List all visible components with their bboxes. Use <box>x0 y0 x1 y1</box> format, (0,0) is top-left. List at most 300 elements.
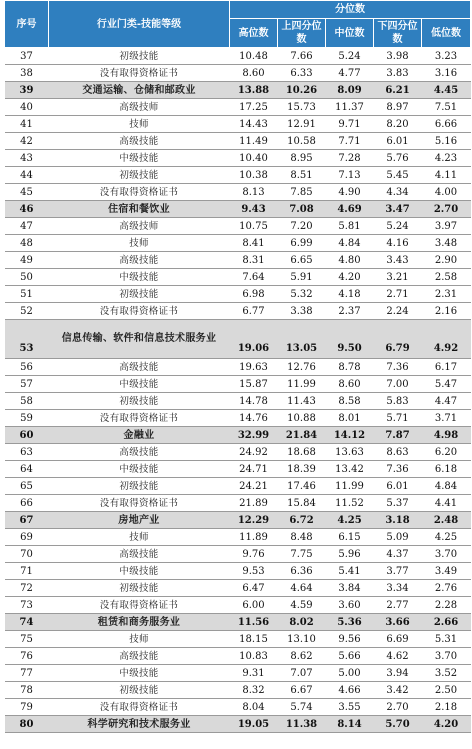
upper-quartile-value: 4.59 <box>278 597 326 614</box>
upper-quartile-value: 13.10 <box>278 631 326 648</box>
skill-level-label: 中级技能 <box>49 269 230 286</box>
median-value: 5.41 <box>326 563 374 580</box>
table-row <box>5 665 471 682</box>
median-value: 14.12 <box>326 427 374 444</box>
industry-label: 租赁和商务服务业 <box>49 614 230 631</box>
median-value: 7.13 <box>326 167 374 184</box>
table-row <box>5 529 471 546</box>
high-value: 6.00 <box>230 597 278 614</box>
upper-quartile-value: 15.73 <box>278 99 326 116</box>
lower-quartile-value: 3.43 <box>374 252 422 269</box>
skill-level-label: 技师 <box>49 529 230 546</box>
table-row <box>5 359 471 376</box>
upper-quartile-value: 8.51 <box>278 167 326 184</box>
skill-level-label: 高级技师 <box>49 99 230 116</box>
median-value: 4.77 <box>326 65 374 82</box>
high-value: 11.89 <box>230 529 278 546</box>
table-row <box>5 303 471 320</box>
low-value: 4.20 <box>422 716 471 733</box>
table-row <box>5 99 471 116</box>
lower-quartile-value: 4.62 <box>374 648 422 665</box>
median-value: 13.42 <box>326 461 374 478</box>
low-value: 4.84 <box>422 478 471 495</box>
skill-level-label: 没有取得资格证书 <box>49 410 230 427</box>
row-number: 46 <box>5 201 49 218</box>
median-value: 5.00 <box>326 665 374 682</box>
row-number: 67 <box>5 512 49 529</box>
lower-quartile-value: 3.42 <box>374 682 422 699</box>
low-value: 7.51 <box>422 99 471 116</box>
median-value: 4.25 <box>326 512 374 529</box>
high-value: 13.88 <box>230 82 278 99</box>
header-median: 中位数 <box>326 19 374 48</box>
row-number: 65 <box>5 478 49 495</box>
low-value: 6.18 <box>422 461 471 478</box>
lower-quartile-value: 4.37 <box>374 546 422 563</box>
high-value: 10.75 <box>230 218 278 235</box>
skill-level-label: 没有取得资格证书 <box>49 495 230 512</box>
upper-quartile-value: 12.76 <box>278 359 326 376</box>
low-value: 3.70 <box>422 648 471 665</box>
high-value: 24.71 <box>230 461 278 478</box>
lower-quartile-value: 2.24 <box>374 303 422 320</box>
lower-quartile-value: 7.36 <box>374 461 422 478</box>
high-value: 9.76 <box>230 546 278 563</box>
high-value: 7.64 <box>230 269 278 286</box>
low-value: 4.47 <box>422 393 471 410</box>
high-value: 32.99 <box>230 427 278 444</box>
median-value: 8.09 <box>326 82 374 99</box>
row-number: 76 <box>5 648 49 665</box>
industry-label: 科学研究和技术服务业 <box>49 716 230 733</box>
lower-quartile-value: 6.21 <box>374 82 422 99</box>
upper-quartile-value: 11.38 <box>278 716 326 733</box>
skill-level-label: 没有取得资格证书 <box>49 65 230 82</box>
row-number: 57 <box>5 376 49 393</box>
row-number: 44 <box>5 167 49 184</box>
industry-label: 房地产业 <box>49 512 230 529</box>
row-number: 69 <box>5 529 49 546</box>
high-value: 6.98 <box>230 286 278 303</box>
low-value: 2.48 <box>422 512 471 529</box>
upper-quartile-value: 3.38 <box>278 303 326 320</box>
row-number: 51 <box>5 286 49 303</box>
lower-quartile-value: 5.24 <box>374 218 422 235</box>
upper-quartile-value: 7.85 <box>278 184 326 201</box>
high-value: 10.38 <box>230 167 278 184</box>
high-value: 19.63 <box>230 359 278 376</box>
upper-quartile-value: 8.02 <box>278 614 326 631</box>
upper-quartile-value: 17.46 <box>278 478 326 495</box>
row-number: 75 <box>5 631 49 648</box>
median-value: 4.84 <box>326 235 374 252</box>
median-value: 11.99 <box>326 478 374 495</box>
upper-quartile-value: 7.66 <box>278 48 326 65</box>
median-value: 6.15 <box>326 529 374 546</box>
median-value: 11.52 <box>326 495 374 512</box>
lower-quartile-value: 8.20 <box>374 116 422 133</box>
median-value: 5.96 <box>326 546 374 563</box>
low-value: 2.76 <box>422 580 471 597</box>
table-row <box>5 269 471 286</box>
lower-quartile-value: 8.97 <box>374 99 422 116</box>
row-number: 71 <box>5 563 49 580</box>
table-row <box>5 184 471 201</box>
row-number: 79 <box>5 699 49 716</box>
median-value: 8.78 <box>326 359 374 376</box>
table-row <box>5 461 471 478</box>
low-value: 2.70 <box>422 201 471 218</box>
upper-quartile-value: 4.64 <box>278 580 326 597</box>
high-value: 19.05 <box>230 716 278 733</box>
high-value: 18.15 <box>230 631 278 648</box>
low-value: 3.52 <box>422 665 471 682</box>
upper-quartile-value: 21.84 <box>278 427 326 444</box>
lower-quartile-value: 3.98 <box>374 48 422 65</box>
skill-level-label: 初级技能 <box>49 478 230 495</box>
low-value: 4.98 <box>422 427 471 444</box>
row-number: 72 <box>5 580 49 597</box>
table-row <box>5 376 471 393</box>
row-number: 45 <box>5 184 49 201</box>
low-value: 3.97 <box>422 218 471 235</box>
median-value: 4.80 <box>326 252 374 269</box>
skill-level-label: 初级技能 <box>49 48 230 65</box>
median-value: 3.55 <box>326 699 374 716</box>
low-value: 2.58 <box>422 269 471 286</box>
skill-level-label: 中级技能 <box>49 376 230 393</box>
lower-quartile-value: 2.77 <box>374 597 422 614</box>
row-number: 53 <box>5 320 49 359</box>
upper-quartile-value: 11.43 <box>278 393 326 410</box>
high-value: 14.43 <box>230 116 278 133</box>
lower-quartile-value: 3.77 <box>374 563 422 580</box>
row-number: 48 <box>5 235 49 252</box>
table-row <box>5 478 471 495</box>
table-row <box>5 116 471 133</box>
lower-quartile-value: 5.09 <box>374 529 422 546</box>
row-number: 41 <box>5 116 49 133</box>
lower-quartile-value: 3.47 <box>374 201 422 218</box>
table-row <box>5 235 471 252</box>
row-number: 49 <box>5 252 49 269</box>
row-number: 59 <box>5 410 49 427</box>
low-value: 6.20 <box>422 444 471 461</box>
skill-level-label: 高级技能 <box>49 133 230 150</box>
high-value: 19.06 <box>230 320 278 359</box>
table-row <box>5 648 471 665</box>
high-value: 8.32 <box>230 682 278 699</box>
lower-quartile-value: 4.16 <box>374 235 422 252</box>
table-row <box>5 495 471 512</box>
row-number: 70 <box>5 546 49 563</box>
low-value: 2.16 <box>422 303 471 320</box>
median-value: 5.36 <box>326 614 374 631</box>
median-value: 7.28 <box>326 150 374 167</box>
industry-row <box>5 716 471 733</box>
high-value: 9.43 <box>230 201 278 218</box>
skill-level-label: 没有取得资格证书 <box>49 184 230 201</box>
high-value: 17.25 <box>230 99 278 116</box>
table-row <box>5 580 471 597</box>
lower-quartile-value: 5.71 <box>374 410 422 427</box>
skill-level-label: 技师 <box>49 631 230 648</box>
upper-quartile-value: 6.72 <box>278 512 326 529</box>
upper-quartile-value: 6.65 <box>278 252 326 269</box>
median-value: 3.84 <box>326 580 374 597</box>
skill-level-label: 中级技能 <box>49 461 230 478</box>
upper-quartile-value: 6.36 <box>278 563 326 580</box>
skill-level-label: 初级技能 <box>49 682 230 699</box>
skill-level-label: 高级技能 <box>49 252 230 269</box>
skill-level-label: 中级技能 <box>49 150 230 167</box>
lower-quartile-value: 5.70 <box>374 716 422 733</box>
low-value: 5.31 <box>422 631 471 648</box>
high-value: 9.31 <box>230 665 278 682</box>
upper-quartile-value: 10.88 <box>278 410 326 427</box>
lower-quartile-value: 5.37 <box>374 495 422 512</box>
upper-quartile-value: 18.39 <box>278 461 326 478</box>
lower-quartile-value: 4.34 <box>374 184 422 201</box>
high-value: 15.87 <box>230 376 278 393</box>
upper-quartile-value: 8.62 <box>278 648 326 665</box>
median-value: 5.81 <box>326 218 374 235</box>
lower-quartile-value: 7.36 <box>374 359 422 376</box>
table-row <box>5 410 471 427</box>
industry-row <box>5 82 471 99</box>
low-value: 4.45 <box>422 82 471 99</box>
median-value: 4.20 <box>326 269 374 286</box>
low-value: 3.71 <box>422 410 471 427</box>
industry-row <box>5 512 471 529</box>
skill-level-label: 初级技能 <box>49 393 230 410</box>
lower-quartile-value: 3.83 <box>374 65 422 82</box>
lower-quartile-value: 3.18 <box>374 512 422 529</box>
low-value: 2.66 <box>422 614 471 631</box>
low-value: 3.49 <box>422 563 471 580</box>
table-row <box>5 150 471 167</box>
median-value: 4.18 <box>326 286 374 303</box>
upper-quartile-value: 5.74 <box>278 699 326 716</box>
industry-label: 金融业 <box>49 427 230 444</box>
lower-quartile-value: 3.94 <box>374 665 422 682</box>
header-industry-skill: 行业门类-技能等级 <box>49 1 230 48</box>
table-row <box>5 444 471 461</box>
row-number: 74 <box>5 614 49 631</box>
median-value: 7.71 <box>326 133 374 150</box>
low-value: 3.16 <box>422 65 471 82</box>
skill-level-label: 高级技能 <box>49 444 230 461</box>
high-value: 11.56 <box>230 614 278 631</box>
skill-level-label: 高级技能 <box>49 648 230 665</box>
header-low: 低位数 <box>422 19 471 48</box>
industry-row <box>5 614 471 631</box>
median-value: 2.37 <box>326 303 374 320</box>
row-number: 60 <box>5 427 49 444</box>
upper-quartile-value: 6.99 <box>278 235 326 252</box>
high-value: 11.49 <box>230 133 278 150</box>
lower-quartile-value: 2.70 <box>374 699 422 716</box>
row-number: 38 <box>5 65 49 82</box>
upper-quartile-value: 6.67 <box>278 682 326 699</box>
table-row <box>5 699 471 716</box>
lower-quartile-value: 5.83 <box>374 393 422 410</box>
industry-row <box>5 427 471 444</box>
lower-quartile-value: 3.21 <box>374 269 422 286</box>
low-value: 2.28 <box>422 597 471 614</box>
median-value: 4.90 <box>326 184 374 201</box>
lower-quartile-value: 5.76 <box>374 150 422 167</box>
row-number: 50 <box>5 269 49 286</box>
upper-quartile-value: 13.05 <box>278 320 326 359</box>
median-value: 8.01 <box>326 410 374 427</box>
row-number: 42 <box>5 133 49 150</box>
header-high: 高位数 <box>230 19 278 48</box>
table-row <box>5 218 471 235</box>
row-number: 52 <box>5 303 49 320</box>
table-header <box>5 1 471 48</box>
high-value: 8.04 <box>230 699 278 716</box>
row-number: 58 <box>5 393 49 410</box>
median-value: 11.37 <box>326 99 374 116</box>
upper-quartile-value: 5.91 <box>278 269 326 286</box>
row-number: 66 <box>5 495 49 512</box>
low-value: 4.23 <box>422 150 471 167</box>
upper-quartile-value: 12.91 <box>278 116 326 133</box>
industry-row <box>5 201 471 218</box>
low-value: 4.92 <box>422 320 471 359</box>
upper-quartile-value: 7.75 <box>278 546 326 563</box>
high-value: 8.41 <box>230 235 278 252</box>
skill-level-label: 没有取得资格证书 <box>49 303 230 320</box>
row-number: 40 <box>5 99 49 116</box>
table-row <box>5 393 471 410</box>
high-value: 6.47 <box>230 580 278 597</box>
table-row <box>5 48 471 65</box>
high-value: 8.60 <box>230 65 278 82</box>
table-row <box>5 682 471 699</box>
row-number: 56 <box>5 359 49 376</box>
lower-quartile-value: 7.87 <box>374 427 422 444</box>
table-row <box>5 597 471 614</box>
high-value: 21.89 <box>230 495 278 512</box>
low-value: 2.90 <box>422 252 471 269</box>
skill-level-label: 高级技能 <box>49 546 230 563</box>
header-upper-quartile: 上四分位数 <box>278 19 326 48</box>
high-value: 10.48 <box>230 48 278 65</box>
low-value: 2.50 <box>422 682 471 699</box>
table-row <box>5 167 471 184</box>
median-value: 9.50 <box>326 320 374 359</box>
low-value: 4.41 <box>422 495 471 512</box>
header-quantile-group: 分位数 <box>230 1 471 19</box>
upper-quartile-value: 6.33 <box>278 65 326 82</box>
lower-quartile-value: 3.66 <box>374 614 422 631</box>
row-number: 78 <box>5 682 49 699</box>
table-row <box>5 631 471 648</box>
wage-table-container <box>4 0 470 733</box>
upper-quartile-value: 11.99 <box>278 376 326 393</box>
upper-quartile-value: 7.07 <box>278 665 326 682</box>
low-value: 4.11 <box>422 167 471 184</box>
upper-quartile-value: 10.26 <box>278 82 326 99</box>
row-number: 77 <box>5 665 49 682</box>
row-number: 43 <box>5 150 49 167</box>
lower-quartile-value: 3.34 <box>374 580 422 597</box>
high-value: 14.78 <box>230 393 278 410</box>
upper-quartile-value: 5.32 <box>278 286 326 303</box>
row-number: 80 <box>5 716 49 733</box>
low-value: 5.47 <box>422 376 471 393</box>
table-row <box>5 252 471 269</box>
row-number: 39 <box>5 82 49 99</box>
high-value: 9.53 <box>230 563 278 580</box>
upper-quartile-value: 18.68 <box>278 444 326 461</box>
upper-quartile-value: 15.84 <box>278 495 326 512</box>
median-value: 8.60 <box>326 376 374 393</box>
skill-level-label: 初级技能 <box>49 286 230 303</box>
median-value: 9.71 <box>326 116 374 133</box>
table-row <box>5 133 471 150</box>
skill-level-label: 高级技师 <box>49 218 230 235</box>
low-value: 3.48 <box>422 235 471 252</box>
low-value: 3.70 <box>422 546 471 563</box>
low-value: 2.18 <box>422 699 471 716</box>
lower-quartile-value: 8.63 <box>374 444 422 461</box>
row-number: 47 <box>5 218 49 235</box>
skill-level-label: 没有取得资格证书 <box>49 699 230 716</box>
median-value: 5.24 <box>326 48 374 65</box>
skill-level-label: 中级技能 <box>49 563 230 580</box>
industry-label: 住宿和餐饮业 <box>49 201 230 218</box>
low-value: 6.17 <box>422 359 471 376</box>
lower-quartile-value: 2.71 <box>374 286 422 303</box>
header-lower-quartile: 下四分位数 <box>374 19 422 48</box>
median-value: 4.66 <box>326 682 374 699</box>
low-value: 4.00 <box>422 184 471 201</box>
lower-quartile-value: 7.00 <box>374 376 422 393</box>
high-value: 14.76 <box>230 410 278 427</box>
skill-level-label: 没有取得资格证书 <box>49 597 230 614</box>
upper-quartile-value: 7.08 <box>278 201 326 218</box>
industry-row <box>5 320 471 359</box>
median-value: 8.58 <box>326 393 374 410</box>
median-value: 5.66 <box>326 648 374 665</box>
lower-quartile-value: 6.79 <box>374 320 422 359</box>
skill-level-label: 初级技能 <box>49 580 230 597</box>
high-value: 24.21 <box>230 478 278 495</box>
skill-level-label: 技师 <box>49 235 230 252</box>
median-value: 9.56 <box>326 631 374 648</box>
upper-quartile-value: 8.48 <box>278 529 326 546</box>
skill-level-label: 初级技能 <box>49 167 230 184</box>
skill-level-label: 技师 <box>49 116 230 133</box>
table-row <box>5 286 471 303</box>
median-value: 4.69 <box>326 201 374 218</box>
lower-quartile-value: 6.01 <box>374 478 422 495</box>
table-row <box>5 65 471 82</box>
row-number: 63 <box>5 444 49 461</box>
low-value: 5.16 <box>422 133 471 150</box>
high-value: 8.31 <box>230 252 278 269</box>
median-value: 13.63 <box>326 444 374 461</box>
skill-level-label: 高级技能 <box>49 359 230 376</box>
row-number: 73 <box>5 597 49 614</box>
median-value: 8.14 <box>326 716 374 733</box>
high-value: 8.13 <box>230 184 278 201</box>
table-row <box>5 563 471 580</box>
lower-quartile-value: 6.69 <box>374 631 422 648</box>
